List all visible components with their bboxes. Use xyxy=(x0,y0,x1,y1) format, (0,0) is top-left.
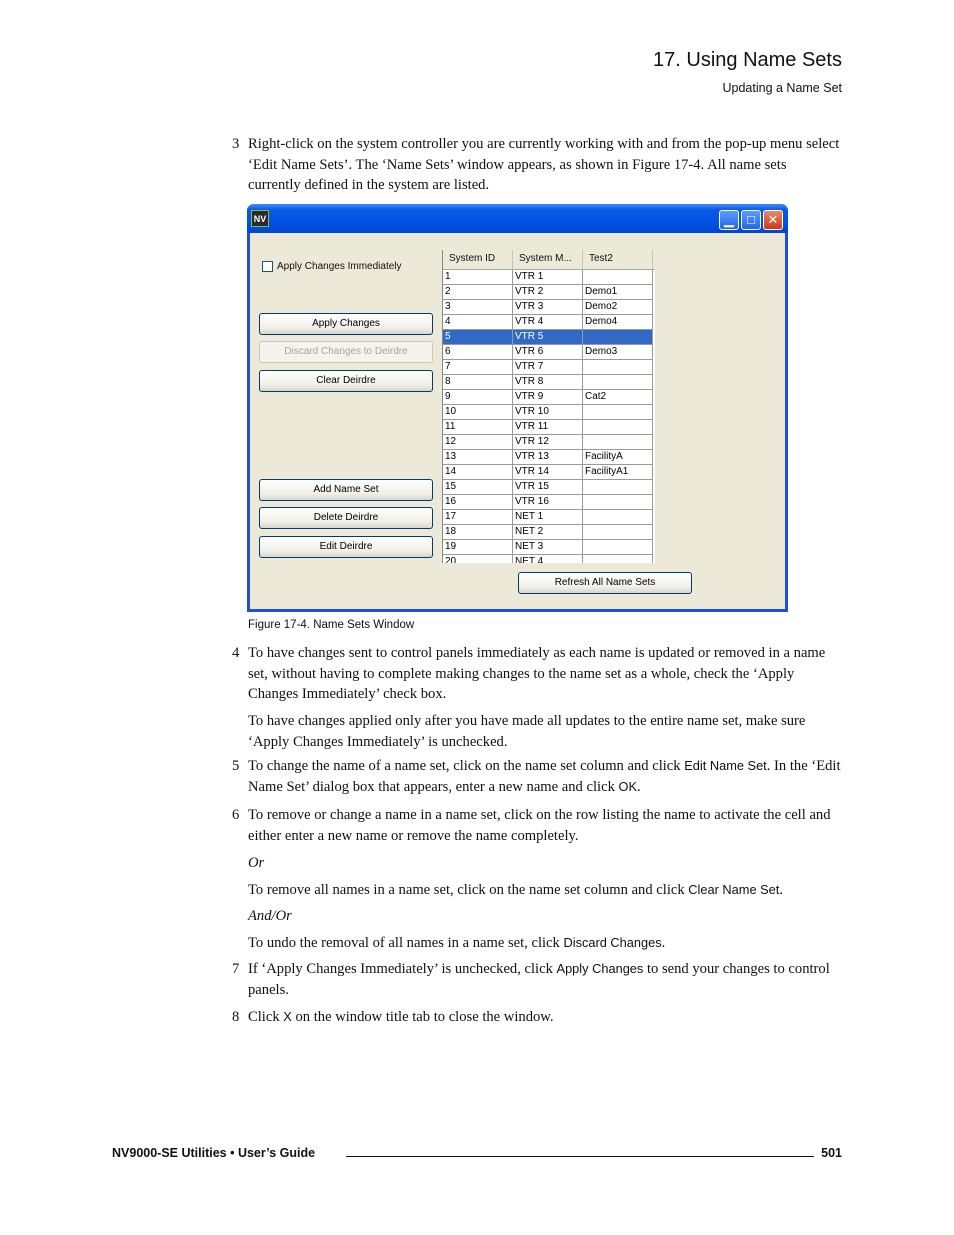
ui-term: OK xyxy=(618,778,638,794)
step-number: 6 xyxy=(232,807,240,823)
table-cell[interactable]: 3 xyxy=(443,300,513,315)
table-cell[interactable]: Demo1 xyxy=(583,285,653,300)
maximize-button[interactable] xyxy=(741,210,761,230)
table-cell[interactable] xyxy=(583,525,653,540)
table-cell[interactable]: VTR 3 xyxy=(513,300,583,315)
step-3 xyxy=(232,134,842,196)
ui-term: Discard Changes xyxy=(563,935,662,950)
table-cell[interactable] xyxy=(583,270,653,285)
table-cell[interactable]: 17 xyxy=(443,510,513,525)
table-cell[interactable]: NET 3 xyxy=(513,540,583,555)
step-text: To remove or change a name in a name set, click on the row listing the name to activate the cell and either enter a new name or remove the name completely. xyxy=(248,807,831,844)
table-cell[interactable]: Cat2 xyxy=(583,390,653,405)
name-sets-window xyxy=(247,204,788,612)
table-row[interactable] xyxy=(443,555,655,563)
ui-term: Apply Changes xyxy=(556,961,644,976)
table-cell[interactable]: Demo2 xyxy=(583,300,653,315)
or-label: Or xyxy=(248,855,265,871)
table-cell[interactable]: VTR 15 xyxy=(513,480,583,495)
text: . xyxy=(637,778,641,795)
window-client-area xyxy=(250,233,785,609)
close-button[interactable] xyxy=(763,210,783,230)
table-row[interactable] xyxy=(443,390,655,405)
table-cell[interactable]: VTR 10 xyxy=(513,405,583,420)
table-cell[interactable]: Demo4 xyxy=(583,315,653,330)
minimize-icon: ▁ xyxy=(724,212,734,227)
table-row[interactable] xyxy=(443,510,655,525)
title-bar[interactable] xyxy=(247,204,788,233)
table-row[interactable] xyxy=(443,285,655,300)
discard-changes-button[interactable]: Discard Changes to Deirdre xyxy=(259,341,433,363)
table-cell[interactable]: 11 xyxy=(443,420,513,435)
grid-body xyxy=(443,270,655,563)
table-cell[interactable] xyxy=(583,375,653,390)
table-cell[interactable]: 2 xyxy=(443,285,513,300)
and-or-label: And/Or xyxy=(248,908,292,924)
table-cell[interactable]: VTR 8 xyxy=(513,375,583,390)
text: . xyxy=(779,882,783,898)
refresh-all-button[interactable]: Refresh All Name Sets xyxy=(518,572,692,594)
table-cell[interactable]: 15 xyxy=(443,480,513,495)
table-row[interactable] xyxy=(443,360,655,375)
table-cell[interactable] xyxy=(583,420,653,435)
table-cell[interactable]: 6 xyxy=(443,345,513,360)
table-cell[interactable]: VTR 7 xyxy=(513,360,583,375)
step-6-undo xyxy=(248,933,842,954)
table-row[interactable] xyxy=(443,300,655,315)
step-6 xyxy=(232,805,842,846)
table-cell[interactable]: 9 xyxy=(443,390,513,405)
table-row[interactable] xyxy=(443,450,655,465)
table-cell[interactable]: 16 xyxy=(443,495,513,510)
table-cell[interactable]: FacilityA xyxy=(583,450,653,465)
edit-name-set-button[interactable]: Edit Deirdre xyxy=(259,536,433,558)
step-text xyxy=(248,1007,842,1028)
checkbox-box[interactable] xyxy=(262,261,273,272)
figure-caption: Figure 17-4. Name Sets Window xyxy=(248,619,415,631)
text: . In the ‘Edit Name Set’ dialog box that appears, enter a new name and click xyxy=(248,758,841,795)
minimize-button[interactable] xyxy=(719,210,739,230)
table-cell[interactable] xyxy=(583,405,653,420)
table-cell[interactable]: NET 1 xyxy=(513,510,583,525)
table-row[interactable] xyxy=(443,465,655,480)
add-name-set-button[interactable]: Add Name Set xyxy=(259,479,433,501)
table-cell[interactable]: 20 xyxy=(443,555,513,563)
table-row[interactable] xyxy=(443,270,655,285)
table-cell[interactable]: VTR 13 xyxy=(513,450,583,465)
table-cell[interactable] xyxy=(583,495,653,510)
table-cell[interactable]: VTR 2 xyxy=(513,285,583,300)
step-text: To have changes sent to control panels immediately as each name is updated or removed in a name set, without having to complete making changes to the name set as a whole, check the ‘Apply Changes Immediately’ check box. xyxy=(248,645,826,702)
table-cell[interactable]: 1 xyxy=(443,270,513,285)
text: If ‘Apply Changes Immediately’ is unchecked, click xyxy=(248,961,557,977)
text: To undo the removal of all names in a name set, click xyxy=(248,935,564,951)
table-row[interactable] xyxy=(443,420,655,435)
app-logo-icon: NV xyxy=(251,210,269,227)
text: Click xyxy=(248,1009,284,1025)
name-sets-grid[interactable] xyxy=(442,250,655,563)
table-cell[interactable]: VTR 1 xyxy=(513,270,583,285)
table-cell[interactable]: 18 xyxy=(443,525,513,540)
maximize-icon: □ xyxy=(747,212,755,227)
step-4 xyxy=(232,643,842,705)
table-cell[interactable]: 8 xyxy=(443,375,513,390)
apply-changes-button[interactable]: Apply Changes xyxy=(259,313,433,335)
table-row[interactable] xyxy=(443,405,655,420)
table-cell[interactable] xyxy=(583,330,653,345)
table-row[interactable] xyxy=(443,540,655,555)
grid-header xyxy=(443,250,655,270)
table-cell[interactable]: VTR 4 xyxy=(513,315,583,330)
text: To remove all names in a name set, click on the name set column and click xyxy=(248,882,689,898)
table-cell[interactable]: VTR 9 xyxy=(513,390,583,405)
footer-rule xyxy=(346,1156,814,1157)
table-cell[interactable]: NET 2 xyxy=(513,525,583,540)
text: on the window title tab to close the window. xyxy=(291,1009,554,1025)
step-text xyxy=(248,959,842,1000)
text: to send your changes to control panels. xyxy=(248,961,830,998)
ui-term: Clear Name Set xyxy=(688,882,780,897)
table-cell[interactable] xyxy=(583,510,653,525)
column-header[interactable]: System M... xyxy=(513,250,583,269)
table-cell[interactable] xyxy=(583,360,653,375)
text: To change the name of a name set, click on the name set column and click xyxy=(248,758,685,774)
step-number: 4 xyxy=(232,645,240,661)
table-cell[interactable]: 13 xyxy=(443,450,513,465)
footer-title: NV9000-SE Utilities • User’s Guide xyxy=(112,1146,316,1160)
table-cell[interactable]: 5 xyxy=(443,330,513,345)
step-text xyxy=(248,756,842,797)
delete-name-set-button[interactable]: Delete Deirdre xyxy=(259,507,433,529)
table-row[interactable] xyxy=(443,495,655,510)
step-5 xyxy=(232,756,842,797)
chapter-title: 17. Using Name Sets xyxy=(653,49,842,71)
ui-term: Edit Name Set xyxy=(684,758,767,773)
step-number: 3 xyxy=(232,136,240,152)
table-cell[interactable]: 7 xyxy=(443,360,513,375)
close-icon: ✕ xyxy=(767,212,779,227)
step-6-alt xyxy=(248,880,842,901)
table-cell[interactable]: NET 4 xyxy=(513,555,583,563)
column-header[interactable]: System ID xyxy=(443,250,513,269)
table-row[interactable] xyxy=(443,480,655,495)
table-cell[interactable] xyxy=(583,540,653,555)
table-row[interactable] xyxy=(443,435,655,450)
table-cell[interactable]: FacilityA1 xyxy=(583,465,653,480)
table-cell[interactable] xyxy=(583,435,653,450)
table-cell[interactable]: VTR 6 xyxy=(513,345,583,360)
ui-term: X xyxy=(283,1009,292,1024)
step-7 xyxy=(232,959,842,1000)
table-row[interactable] xyxy=(443,315,655,330)
section-title: Updating a Name Set xyxy=(722,81,842,95)
step-4-note: To have changes applied only after you have made all updates to the entire name set, make sure ‘Apply Changes Immediately’ is unchecked. xyxy=(248,713,806,750)
table-cell[interactable]: 12 xyxy=(443,435,513,450)
table-cell[interactable]: 4 xyxy=(443,315,513,330)
table-row[interactable] xyxy=(443,330,655,345)
page-number: 501 xyxy=(821,1146,842,1160)
table-cell[interactable]: VTR 14 xyxy=(513,465,583,480)
table-cell[interactable]: Demo3 xyxy=(583,345,653,360)
table-row[interactable] xyxy=(443,345,655,360)
table-row[interactable] xyxy=(443,375,655,390)
step-number: 8 xyxy=(232,1009,240,1025)
table-cell[interactable]: 10 xyxy=(443,405,513,420)
table-cell[interactable]: VTR 12 xyxy=(513,435,583,450)
text: . xyxy=(661,935,666,951)
table-cell[interactable]: 19 xyxy=(443,540,513,555)
table-cell[interactable] xyxy=(583,555,653,563)
table-cell[interactable] xyxy=(583,480,653,495)
apply-immediately-checkbox[interactable] xyxy=(262,261,402,272)
table-cell[interactable]: VTR 16 xyxy=(513,495,583,510)
column-header[interactable]: Test2 xyxy=(583,250,653,269)
step-number: 5 xyxy=(232,758,240,774)
step-text: Right-click on the system controller you are currently working with and from the pop-up menu select ‘Edit Name Sets’. The ‘Name Sets’ window appears, as shown in Figure 17-4. All name sets currently defined in the system are listed. xyxy=(248,136,840,193)
step-number: 7 xyxy=(232,961,240,977)
clear-name-set-button[interactable]: Clear Deirdre xyxy=(259,370,433,392)
step-8 xyxy=(232,1007,842,1028)
table-cell[interactable]: VTR 11 xyxy=(513,420,583,435)
table-row[interactable] xyxy=(443,525,655,540)
table-cell[interactable]: 14 xyxy=(443,465,513,480)
checkbox-label: Apply Changes Immediately xyxy=(277,261,402,272)
table-cell[interactable]: VTR 5 xyxy=(513,330,583,345)
